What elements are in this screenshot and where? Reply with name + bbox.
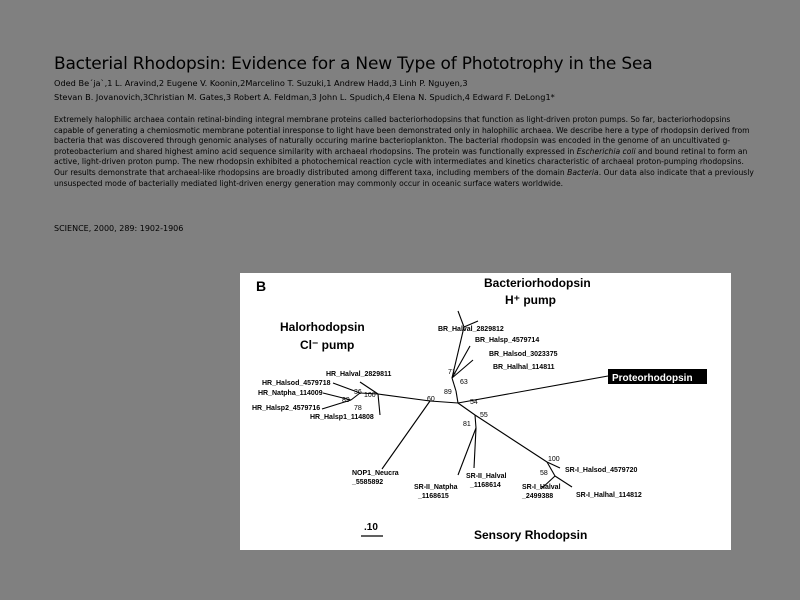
bootstrap-81: 81 [463,421,471,428]
group-bacteriorhodopsin-sub: H⁺ pump [505,293,556,307]
leaf-sr2-halval-id: _1168614 [470,482,501,489]
leaf-hr-natpha: HR_Natpha_114009 [258,390,323,397]
author-line-1: Oded Be´ja`,1 L. Aravind,2 Eugene V. Koonin,2Marcelino T. Suzuki,1 Andrew Hadd,3 Linh P. Nguyen,3 [54,78,468,88]
abstract-text-1: Extremely halophilic archaea contain retinal-binding integral membrane proteins called bacteriorhodopsins that function as light-driven proton pumps. So far, bacteriorhodopsins capable of generating a chemiosmotic membrane potential inresponse to light have been demonstrated only in halophilic archaea. We describe here a type of rhodopsin derived from bacteria that was discovered through genomic analyses of naturally occuring marine bacterioplankton. The bacterial rhodopsin was encoded in the genome of an uncultivated g-proteobacterium and shared highest amino acid sequence similarity with archaeal rhodopsins. The protein was functionally expressed in [54,115,750,156]
bootstrap-58: 58 [540,470,548,477]
leaf-sr1-halsod: SR-I_Halsod_4579720 [565,467,638,474]
bootstrap-100-sr: 100 [548,456,560,463]
bootstrap-36: 36 [354,389,362,396]
group-sensory-rhodopsin-title: Sensory Rhodopsin [474,528,588,542]
leaf-sr2-natpha-id: _1168615 [418,493,449,500]
phylogenetic-tree-figure [240,273,731,550]
bootstrap-89: 89 [444,389,452,396]
leaf-sr1-halval-id: _2499388 [522,493,554,500]
bootstrap-60: 60 [427,396,435,403]
leaf-hr-halsp1: HR_Halsp1_114808 [310,414,374,421]
abstract-species-name: Escherichia coli [576,146,636,156]
group-halorhodopsin-title: Halorhodopsin [280,320,365,334]
bootstrap-100-hr: 100 [364,392,376,399]
bootstrap-71: 71 [448,369,456,376]
author-list [54,76,754,104]
leaf-nop1-name: NOP1_Neucra [352,470,399,477]
tree-svg [240,273,731,550]
bootstrap-63: 63 [460,379,468,386]
author-line-2: Stevan B. Jovanovich,3Christian M. Gates,3 Robert A. Feldman,3 John L. Spudich,4 Elena N. Spudich,4 Edward F. DeLong1* [54,92,555,102]
abstract-text-3: . Our data also indicate that a previously unsuspected mode of bacterially mediated light-driven energy generation may commonly occur in oceanic surface waters worldwide. [54,167,754,188]
leaf-br-halsp: BR_Halsp_4579714 [475,337,540,344]
abstract-domain-name: Bacteria [567,167,599,177]
abstract [54,115,756,189]
leaf-hr-halsod: HR_Halsod_4579718 [262,380,331,387]
panel-letter: B [256,278,267,294]
leaf-br-halhal: BR_Halhal_114811 [493,364,555,371]
leaf-br-halval: BR_Halval_2829812 [438,326,504,333]
bootstrap-54: 54 [470,399,478,406]
leaf-sr1-halhal: SR-I_Halhal_114812 [576,492,642,499]
group-halorhodopsin-sub: Cl⁻ pump [300,338,355,352]
proteorhodopsin-label: Proteorhodopsin [612,373,693,384]
bootstrap-89-hr: 89 [342,397,350,404]
tree-branches [322,311,608,489]
leaf-hr-halval: HR_Halval_2829811 [326,371,392,378]
group-bacteriorhodopsin-title: Bacteriorhodopsin [484,276,591,290]
bootstrap-78: 78 [354,405,362,412]
leaf-sr2-natpha-name: SR-II_Natpha [414,484,458,491]
paper-title: Bacterial Rhodopsin: Evidence for a New Type of Phototrophy in the Sea [54,54,653,74]
leaf-br-halsod: BR_Halsod_3023375 [489,351,558,358]
abstract-text-2: and bound retinal to form an active, light-driven proton pump. The new rhodopsin exhibited a photochemical reaction cycle with intermediates and kinetics characteristic of archaeal proton-pumping rhodopsins. Our results demonstrate that archaeal-like rhodopsins are broadly distributed among different taxa, including members of the domain [54,146,748,177]
leaf-sr1-halval-name: SR-I_Halval [522,484,561,491]
citation: SCIENCE, 2000, 289: 1902-1906 [54,224,184,233]
bootstrap-55: 55 [480,412,488,419]
leaf-hr-halsp2: HR_Halsp2_4579716 [252,405,321,412]
leaf-sr2-halval-name: SR-II_Halval [466,473,507,480]
scale-bar-label: .10 [364,522,378,533]
leaf-nop1-id: _5585892 [352,479,384,486]
